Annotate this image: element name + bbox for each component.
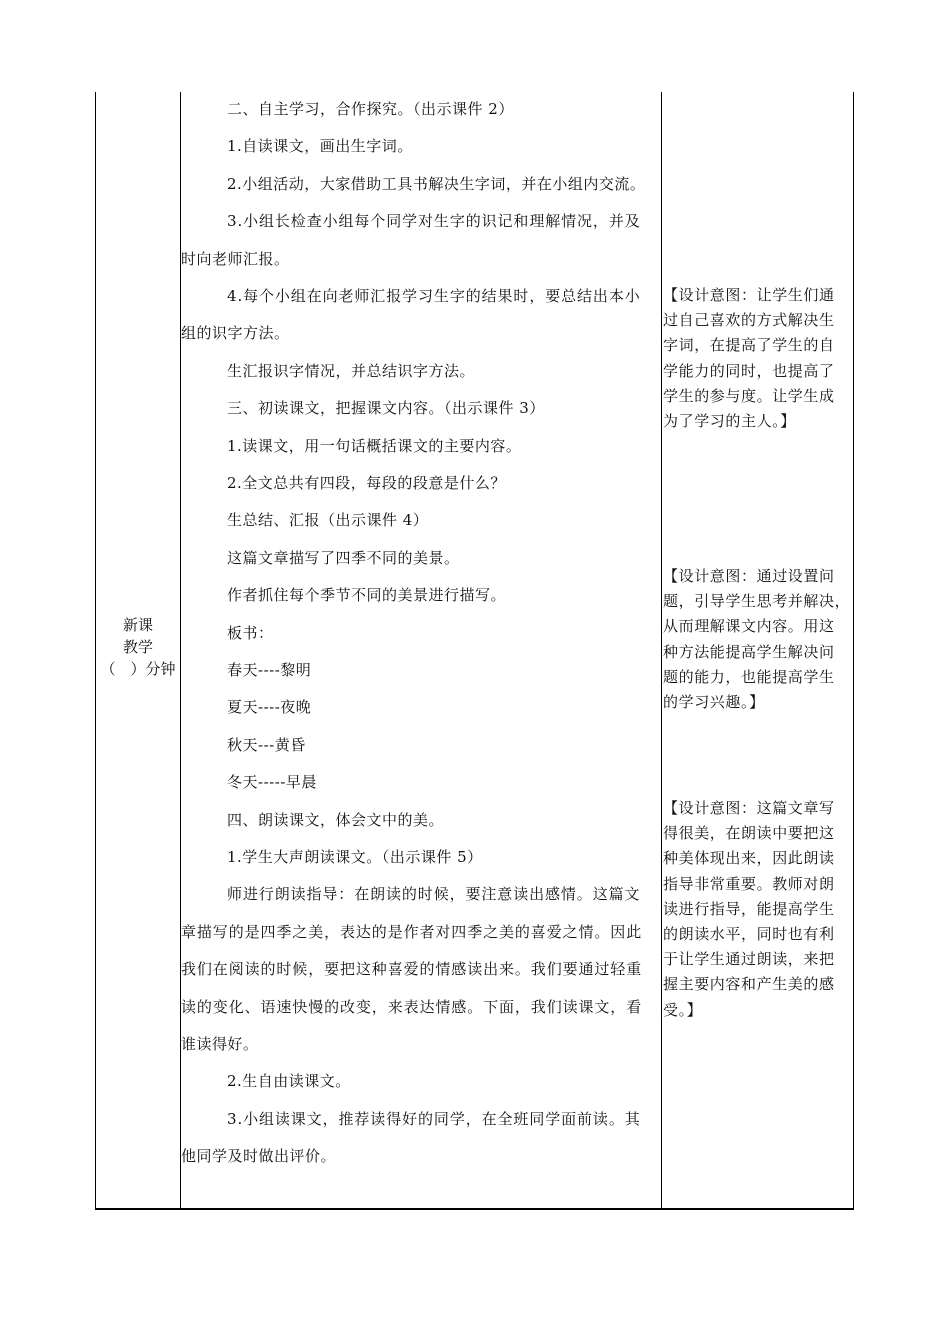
lesson-line: 生汇报识字情况，并总结识字方法。 bbox=[227, 361, 476, 380]
row-label-line: 新课 bbox=[122, 616, 153, 634]
lesson-line: 谁读得好。 bbox=[181, 1035, 259, 1053]
design-note-line: 读进行指导，能提高学生 bbox=[663, 899, 835, 918]
design-note-line: 种美体现出来，因此朗读 bbox=[663, 849, 835, 868]
lesson-line: 四、朗读课文，体会文中的美。 bbox=[227, 810, 445, 829]
lesson-line: 时向老师汇报。 bbox=[181, 249, 290, 268]
design-note-line: 【设计意图：通过设置问 bbox=[663, 567, 835, 585]
design-note-line: 过自己喜欢的方式解决生 bbox=[663, 311, 835, 330]
design-note-line: 种方法能提高学生解决问 bbox=[663, 642, 835, 661]
design-note-line: 题的能力，也能提高学生 bbox=[663, 667, 835, 686]
table-divider-2 bbox=[661, 92, 662, 1209]
lesson-line: 3.小组长检查小组每个同学对生字的识记和理解情况，并及 bbox=[227, 212, 641, 231]
design-note-line: 指导非常重要。教师对朗 bbox=[663, 874, 835, 893]
lesson-line: 2.小组活动，大家借助工具书解决生字词，并在小组内交流。 bbox=[227, 174, 646, 193]
design-note-line: 受。】 bbox=[663, 1000, 703, 1019]
design-note-line: 字词，在提高了学生的自 bbox=[663, 336, 835, 355]
lesson-line: 我们在阅读的时候，要把这种喜爱的情感读出来。我们要通过轻重 bbox=[181, 960, 643, 979]
lesson-line: 三、初读课文，把握课文内容。（出示课件 3） bbox=[227, 399, 545, 418]
design-note-line: 的学习兴趣。】 bbox=[663, 693, 765, 711]
design-note-line: 的朗读水平，同时也有利 bbox=[663, 925, 835, 943]
lesson-line: 1.学生大声朗读课文。（出示课件 5） bbox=[227, 848, 483, 866]
lesson-line: 3.小组读课文，推荐读得好的同学，在全班同学面前读。其 bbox=[227, 1109, 641, 1128]
lesson-line: 作者抓住每个季节不同的美景进行描写。 bbox=[227, 586, 507, 605]
design-note-line: 学能力的同时，也提高了 bbox=[663, 361, 835, 380]
table-border-right bbox=[853, 92, 854, 1209]
design-note-line: 得很美，在朗读中要把这 bbox=[663, 824, 835, 843]
design-note-line: 题，引导学生思考并解决， bbox=[663, 592, 851, 611]
lesson-line: 他同学及时做出评价。 bbox=[181, 1147, 337, 1166]
lesson-line: 板书： bbox=[227, 623, 274, 642]
row-label-line: （ ）分钟 bbox=[100, 660, 176, 678]
lesson-line: 这篇文章描写了四季不同的美景。 bbox=[227, 548, 460, 567]
row-label bbox=[96, 614, 180, 680]
lesson-line: 1.读课文，用一句话概括课文的主要内容。 bbox=[227, 436, 522, 455]
table-border-bottom bbox=[95, 1208, 854, 1210]
lesson-line: 秋天---黄昏 bbox=[227, 735, 306, 754]
design-note-line: 于让学生通过朗读，来把 bbox=[663, 950, 835, 969]
lesson-line: 2.生自由读课文。 bbox=[227, 1072, 351, 1091]
lesson-line: 4.每个小组在向老师汇报学习生字的结果时，要总结出本小 bbox=[227, 287, 641, 305]
design-note-line: 学生的参与度。让学生成 bbox=[663, 386, 835, 405]
lesson-line: 章描写的是四季之美，表达的是作者对四季之美的喜爱之情。因此 bbox=[181, 922, 643, 941]
design-note-line: 【设计意图：这篇文章写 bbox=[663, 799, 835, 817]
design-note-line: 握主要内容和产生美的感 bbox=[663, 975, 835, 994]
lesson-line: 2.全文总共有四段，每段的段意是什么？ bbox=[227, 474, 506, 492]
lesson-line: 春天----黎明 bbox=[227, 661, 312, 679]
design-note-line: 从而理解课文内容。用这 bbox=[663, 617, 835, 636]
lesson-line: 生总结、汇报（出示课件 4） bbox=[227, 511, 429, 530]
row-label-line: 教学 bbox=[122, 638, 153, 656]
design-note-line: 为了学习的主人。】 bbox=[663, 412, 796, 430]
lesson-line: 组的识字方法。 bbox=[181, 324, 290, 343]
design-note-line: 【设计意图：让学生们通 bbox=[663, 286, 835, 304]
lesson-line: 冬天-----早晨 bbox=[227, 773, 317, 792]
lesson-line: 二、自主学习，合作探究。（出示课件 2） bbox=[227, 100, 514, 118]
lesson-line: 1.自读课文，画出生字词。 bbox=[227, 137, 413, 156]
lesson-line: 夏天----夜晚 bbox=[227, 698, 312, 717]
lesson-line: 师进行朗读指导：在朗读的时候，要注意读出感情。这篇文 bbox=[227, 885, 641, 904]
lesson-line: 读的变化、语速快慢的改变，来表达情感。下面，我们读课文，看 bbox=[181, 997, 643, 1016]
